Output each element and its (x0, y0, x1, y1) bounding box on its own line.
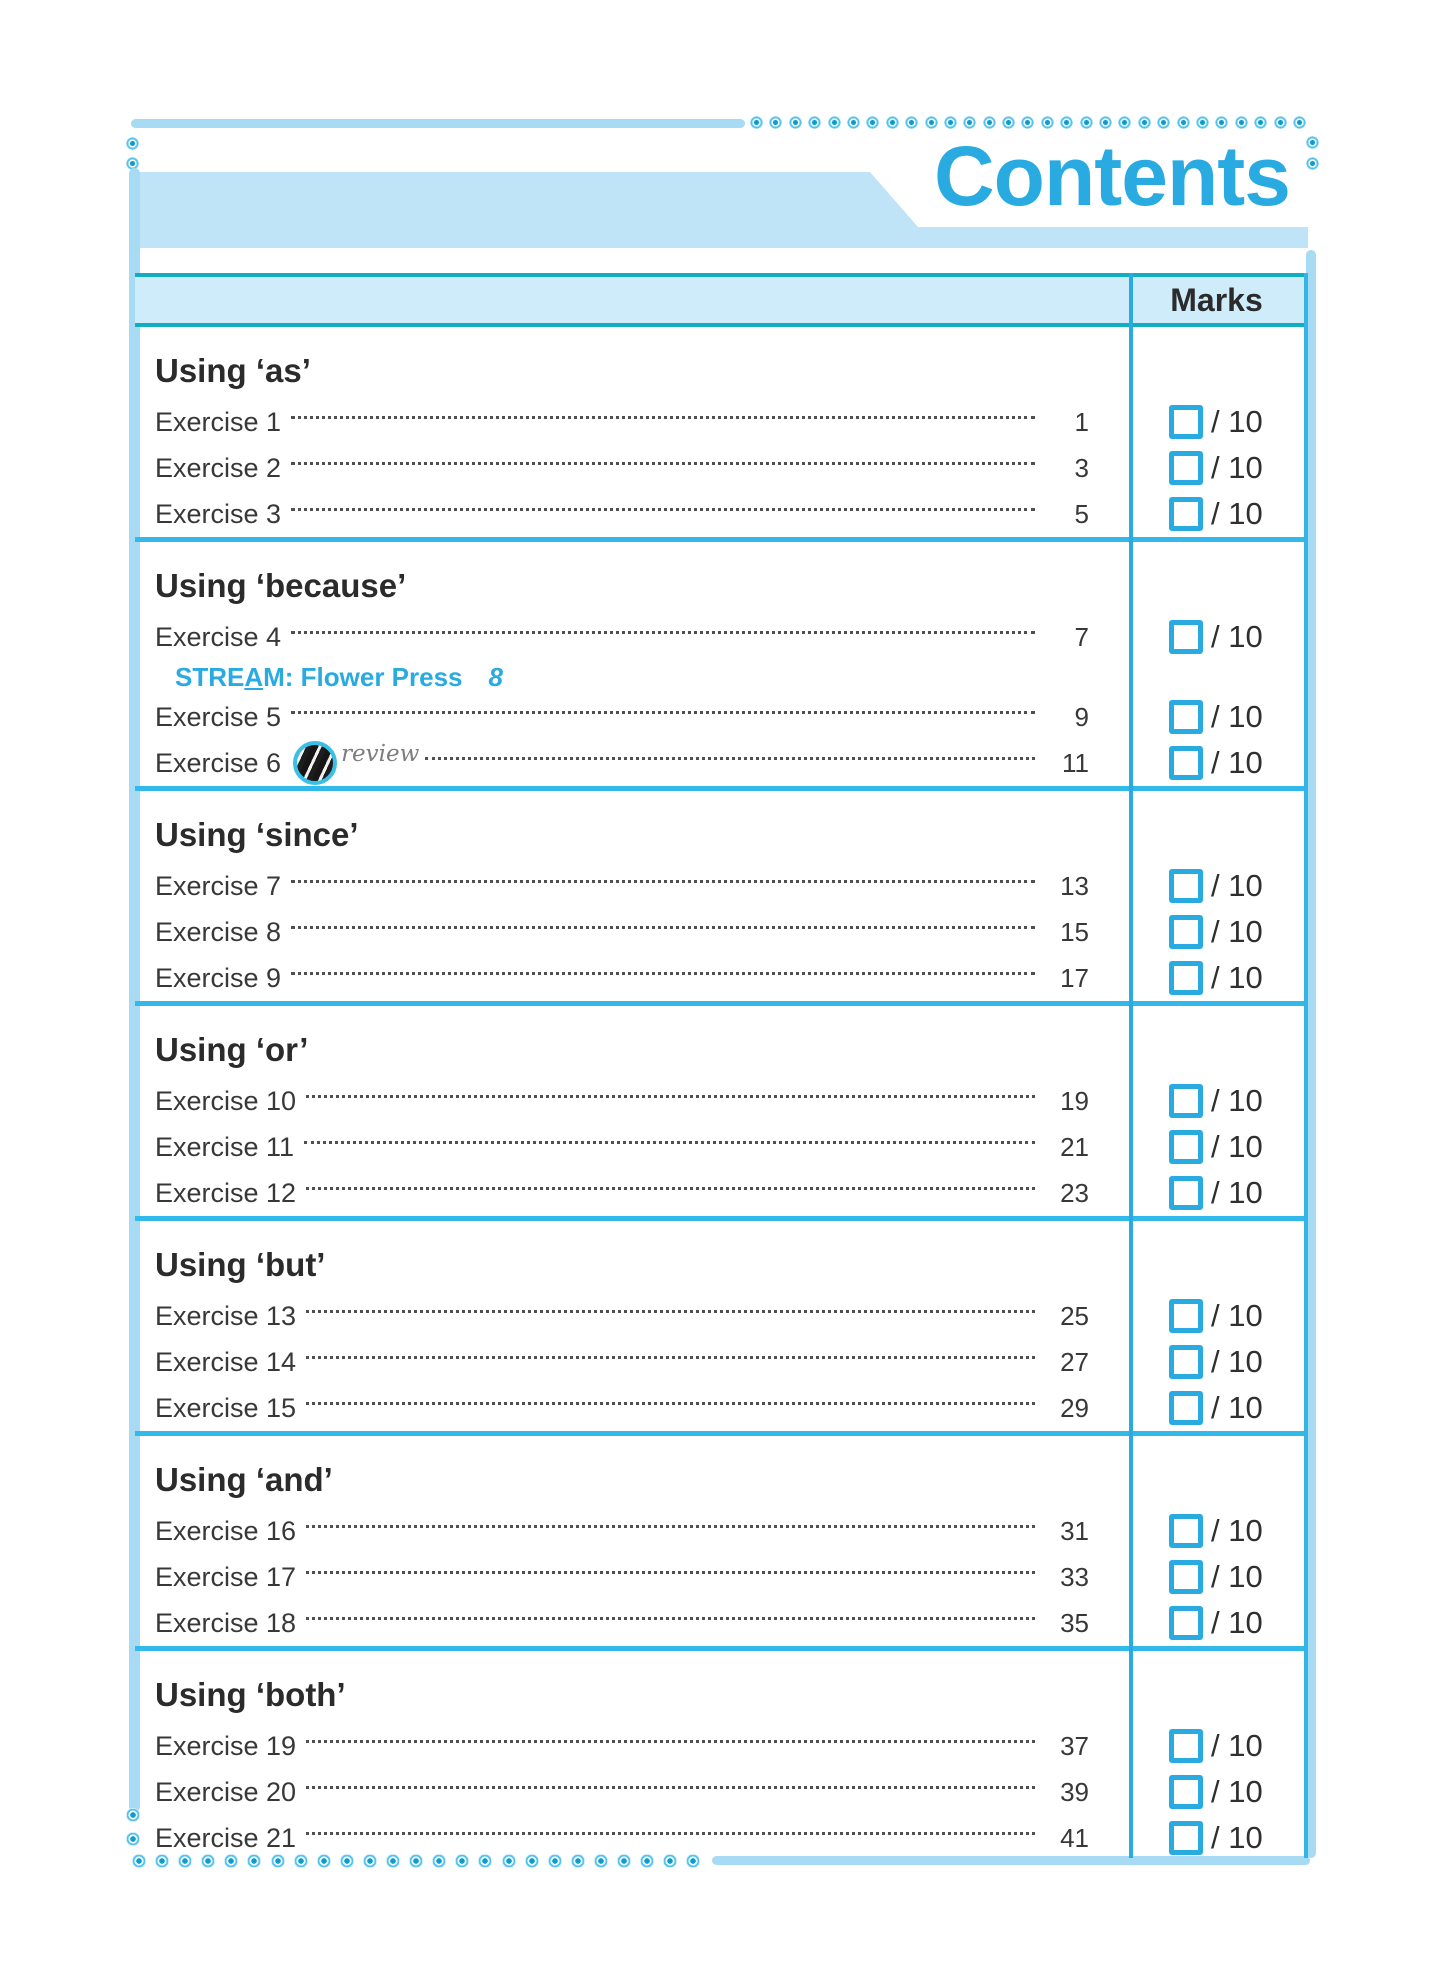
marks-cell (1129, 1559, 1304, 1595)
dotted-leader (291, 507, 1035, 511)
top-border-bar (131, 119, 745, 128)
mark-score-label: / 10 (1211, 699, 1263, 734)
mark-checkbox[interactable] (1169, 1606, 1203, 1640)
mark-score-label: / 10 (1211, 914, 1263, 949)
bead-icon (1177, 116, 1190, 129)
exercise-row-content (135, 702, 1129, 733)
marks-cell (1129, 1344, 1304, 1380)
page-number: 37 (1060, 1730, 1089, 1761)
section-heading: Using ‘since’ (155, 816, 359, 853)
page-number: 31 (1060, 1515, 1089, 1546)
page-number: 15 (1060, 916, 1089, 947)
marks-cell (1129, 404, 1304, 440)
bead-icon (1215, 116, 1228, 129)
mark-score-label: / 10 (1211, 1344, 1263, 1379)
section-heading: Using ‘but’ (155, 1246, 326, 1283)
mark-score-label: / 10 (1211, 619, 1263, 654)
mark-checkbox[interactable] (1169, 405, 1203, 439)
exercise-label: Exercise 2 (155, 452, 282, 483)
mark-score-label: / 10 (1211, 1083, 1263, 1118)
section-heading: Using ‘both’ (155, 1676, 346, 1713)
exercise-row-content (135, 1347, 1129, 1378)
dotted-leader (306, 1570, 1035, 1574)
marks-cell (1129, 1175, 1304, 1211)
corner-bead-icon (1306, 136, 1319, 149)
dotted-leader (306, 1094, 1035, 1098)
bead-icon (847, 116, 860, 129)
page-number: 29 (1060, 1392, 1089, 1423)
exercise-row-content (135, 1823, 1129, 1854)
mark-checkbox[interactable] (1169, 1391, 1203, 1425)
page-number: 5 (1074, 498, 1089, 529)
marks-cell (1129, 1774, 1304, 1810)
marks-cell (1129, 1129, 1304, 1165)
exercise-label: Exercise 11 (155, 1131, 295, 1162)
bead-border-top (750, 116, 1306, 129)
dotted-leader (306, 1186, 1035, 1190)
exercise-row-content (135, 622, 1129, 653)
marks-column-header: Marks (1170, 281, 1263, 318)
dotted-leader (306, 1401, 1035, 1405)
exercise-row-content (135, 1132, 1129, 1163)
corner-bead-icon (1306, 157, 1319, 170)
marks-cell (1129, 1298, 1304, 1334)
exercise-label: Exercise 3 (155, 498, 282, 529)
exercise-row-content (135, 1777, 1129, 1808)
page-number: 39 (1060, 1776, 1089, 1807)
bead-icon (750, 116, 763, 129)
page-number: 27 (1060, 1346, 1089, 1377)
exercise-row-content (135, 407, 1129, 438)
mark-score-label: / 10 (1211, 1175, 1263, 1210)
mark-score-label: / 10 (1211, 1774, 1263, 1809)
dotted-leader (306, 1309, 1035, 1313)
exercise-row-content (135, 917, 1129, 948)
dotted-leader (306, 1524, 1035, 1528)
contents-table (135, 273, 1308, 1858)
page-number: 23 (1060, 1177, 1089, 1208)
marks-cell (1129, 1728, 1304, 1764)
exercise-label: Exercise 1 (155, 406, 282, 437)
bead-icon (905, 116, 918, 129)
dotted-leader (306, 1739, 1035, 1743)
mark-score-label: / 10 (1211, 1728, 1263, 1763)
page-number: 41 (1060, 1822, 1089, 1853)
exercise-label: Exercise 7 (155, 870, 282, 901)
bead-icon (963, 116, 976, 129)
exercise-label: Exercise 21 (155, 1822, 297, 1853)
page-title: Contents (934, 129, 1290, 223)
mark-checkbox[interactable] (1169, 1176, 1203, 1210)
dotted-leader (291, 879, 1035, 883)
page-number: 25 (1060, 1300, 1089, 1331)
dotted-leader (306, 1616, 1035, 1620)
page-number: 21 (1060, 1131, 1089, 1162)
dotted-leader (291, 630, 1035, 634)
dotted-leader (306, 1831, 1035, 1835)
bead-icon (808, 116, 821, 129)
exercise-row-content (135, 1178, 1129, 1209)
exercise-row-content (135, 1086, 1129, 1117)
section-heading: Using ‘or’ (155, 1031, 309, 1068)
exercise-row-content (135, 1562, 1129, 1593)
exercise-row-content (135, 1608, 1129, 1639)
mark-checkbox[interactable] (1169, 915, 1203, 949)
dotted-leader (304, 1140, 1035, 1144)
bead-icon (1274, 116, 1287, 129)
marks-cell (1129, 1083, 1304, 1119)
section-heading: Using ‘and’ (155, 1461, 333, 1498)
mark-score-label: / 10 (1211, 1298, 1263, 1333)
page-number: 33 (1060, 1561, 1089, 1592)
bead-icon (769, 116, 782, 129)
dotted-leader (306, 1355, 1035, 1359)
page-number: 35 (1060, 1607, 1089, 1638)
page-number: 7 (1074, 621, 1089, 652)
marks-cell (1129, 960, 1304, 996)
page-number: 17 (1060, 962, 1089, 993)
mark-score-label: / 10 (1211, 868, 1263, 903)
review-stamp-label: review (341, 741, 420, 767)
exercise-label: Exercise 16 (155, 1515, 297, 1546)
bead-icon (1041, 116, 1054, 129)
exercise-row-content (135, 1393, 1129, 1424)
bead-icon (789, 116, 802, 129)
mark-score-label: / 10 (1211, 1820, 1263, 1855)
table-header-spacer (135, 277, 1129, 323)
bead-icon (886, 116, 899, 129)
marks-cell (1129, 1605, 1304, 1641)
mark-checkbox[interactable] (1169, 1775, 1203, 1809)
page-number: 19 (1060, 1085, 1089, 1116)
mark-score-label: / 10 (1211, 1129, 1263, 1164)
marks-cell (1129, 868, 1304, 904)
bead-icon (828, 116, 841, 129)
mark-checkbox[interactable] (1169, 1084, 1203, 1118)
mark-checkbox[interactable] (1169, 1345, 1203, 1379)
page-number: 3 (1074, 452, 1089, 483)
exercise-row-content (135, 963, 1129, 994)
mark-checkbox[interactable] (1169, 451, 1203, 485)
page-number: 1 (1074, 406, 1089, 437)
mark-checkbox[interactable] (1169, 869, 1203, 903)
mark-checkbox[interactable] (1169, 1514, 1203, 1548)
mark-checkbox[interactable] (1169, 620, 1203, 654)
marks-cell (1129, 1820, 1304, 1856)
marks-cell (1129, 699, 1304, 735)
stream-entry-label: STREAM: Flower Press (175, 661, 463, 692)
marks-cell (1129, 1513, 1304, 1549)
exercise-label: Exercise 18 (155, 1607, 297, 1638)
bead-icon (983, 116, 996, 129)
mark-checkbox[interactable] (1169, 1560, 1203, 1594)
mark-checkbox[interactable] (1169, 1729, 1203, 1763)
dotted-leader (291, 925, 1035, 929)
mark-score-label: / 10 (1211, 496, 1263, 531)
dotted-leader (291, 710, 1035, 714)
exercise-row-content (135, 453, 1129, 484)
corner-bead-icon (126, 137, 139, 150)
mark-checkbox[interactable] (1169, 746, 1203, 780)
exercise-label: Exercise 5 (155, 701, 282, 732)
mark-checkbox[interactable] (1169, 1299, 1203, 1333)
exercise-label: Exercise 14 (155, 1346, 297, 1377)
review-stamp-icon (293, 741, 337, 785)
stream-entry-page-number: 8 (488, 661, 503, 692)
exercise-label: Exercise 6 (155, 747, 282, 778)
section-heading: Using ‘because’ (155, 567, 407, 604)
dotted-leader (291, 461, 1035, 465)
mark-score-label: / 10 (1211, 1559, 1263, 1594)
mark-checkbox[interactable] (1169, 700, 1203, 734)
bead-icon (1099, 116, 1112, 129)
bead-icon (1254, 116, 1267, 129)
mark-score-label: / 10 (1211, 960, 1263, 995)
marks-cell (1129, 450, 1304, 486)
marks-column-divider (1129, 273, 1133, 1858)
mark-score-label: / 10 (1211, 450, 1263, 485)
mark-score-label: / 10 (1211, 404, 1263, 439)
mark-score-label: / 10 (1211, 745, 1263, 780)
bead-icon (1060, 116, 1073, 129)
exercise-label: Exercise 10 (155, 1085, 297, 1116)
exercise-row-content (135, 499, 1129, 530)
exercise-label: Exercise 8 (155, 916, 282, 947)
marks-cell (1129, 496, 1304, 532)
dotted-leader (291, 415, 1035, 419)
mark-score-label: / 10 (1211, 1605, 1263, 1640)
mark-score-label: / 10 (1211, 1390, 1263, 1425)
mark-checkbox[interactable] (1169, 1130, 1203, 1164)
section-heading: Using ‘as’ (155, 352, 311, 389)
dotted-leader (306, 1785, 1035, 1789)
bead-icon (1138, 116, 1151, 129)
bead-icon (866, 116, 879, 129)
dotted-leader (425, 756, 1035, 760)
bead-icon (1002, 116, 1015, 129)
exercise-label: Exercise 4 (155, 621, 282, 652)
bead-icon (1196, 116, 1209, 129)
exercise-label: Exercise 20 (155, 1776, 297, 1807)
bead-icon (925, 116, 938, 129)
mark-score-label: / 10 (1211, 1513, 1263, 1548)
mark-checkbox[interactable] (1169, 961, 1203, 995)
mark-checkbox[interactable] (1169, 497, 1203, 531)
bead-icon (1021, 116, 1034, 129)
dotted-leader (291, 971, 1035, 975)
exercise-label: Exercise 15 (155, 1392, 297, 1423)
exercise-row-content (135, 871, 1129, 902)
bead-icon (1157, 116, 1170, 129)
mark-checkbox[interactable] (1169, 1821, 1203, 1855)
exercise-row-content (135, 1301, 1129, 1332)
marks-cell (1129, 914, 1304, 950)
bead-icon (1080, 116, 1093, 129)
exercise-row-content (135, 1731, 1129, 1762)
exercise-label: Exercise 17 (155, 1561, 297, 1592)
page-number: 9 (1074, 701, 1089, 732)
marks-cell (1129, 745, 1304, 781)
stream-entry-content (135, 662, 1129, 693)
exercise-label: Exercise 9 (155, 962, 282, 993)
exercise-row-content (135, 1516, 1129, 1547)
bead-icon (1293, 116, 1306, 129)
exercise-label: Exercise 19 (155, 1730, 297, 1761)
exercise-label: Exercise 13 (155, 1300, 297, 1331)
marks-cell (1129, 1390, 1304, 1426)
bead-icon (1118, 116, 1131, 129)
bead-icon (1235, 116, 1248, 129)
bead-icon (944, 116, 957, 129)
marks-cell (1129, 619, 1304, 655)
page-number: 13 (1060, 870, 1089, 901)
exercise-row-content (135, 741, 1129, 785)
page-number: 11 (1062, 747, 1089, 778)
exercise-label: Exercise 12 (155, 1177, 297, 1208)
